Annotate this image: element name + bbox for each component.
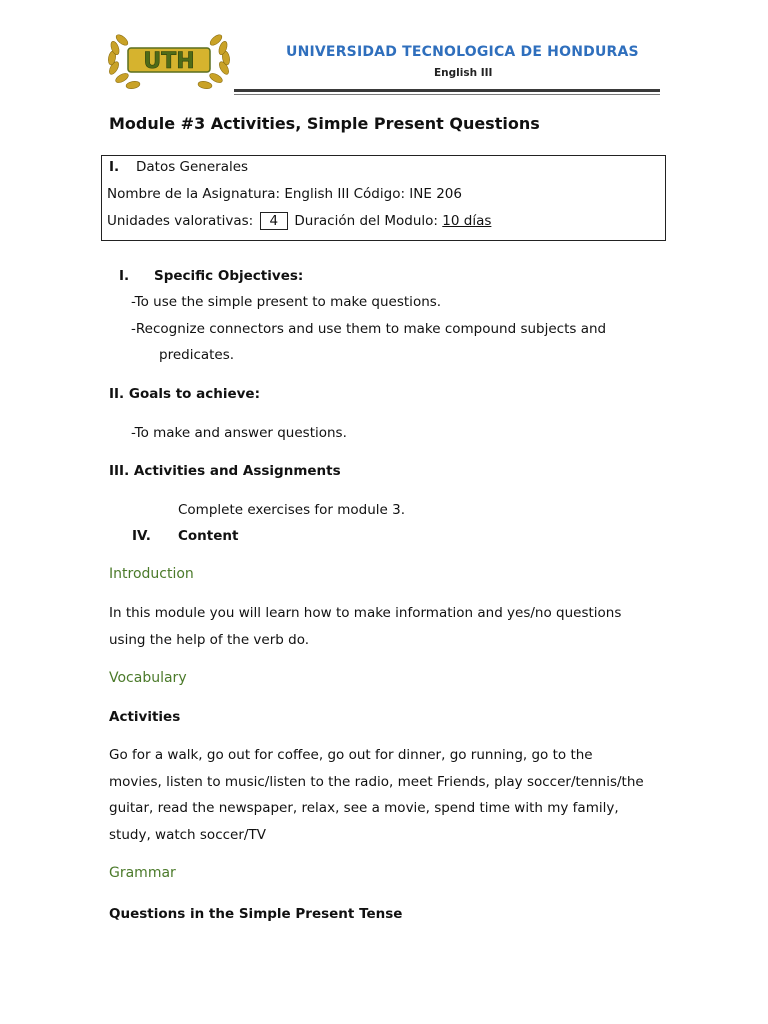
introduction-text: In this module you will learn how to make information and yes/no questions bbox=[109, 605, 622, 621]
vocabulary-text: movies, listen to music/listen to the radio, meet Friends, play soccer/tennis/the bbox=[109, 774, 644, 790]
content-heading: Content bbox=[178, 528, 239, 544]
goals-heading: II. Goals to achieve: bbox=[109, 386, 260, 402]
logo-text: UTH bbox=[143, 49, 195, 74]
vocabulary-text: Go for a walk, go out for coffee, go out for dinner, go running, go to the bbox=[109, 747, 593, 763]
activities-subheading: Activities bbox=[109, 709, 181, 725]
university-name: UNIVERSIDAD TECNOLOGICA DE HONDURAS bbox=[286, 44, 639, 60]
activities-heading: III. Activities and Assignments bbox=[109, 463, 341, 479]
uth-logo bbox=[102, 28, 236, 92]
vocabulary-heading: Vocabulary bbox=[109, 670, 187, 686]
units-value: 4 bbox=[260, 212, 289, 230]
module-title: Module #3 Activities, Simple Present Questions bbox=[109, 114, 540, 133]
introduction-heading: Introduction bbox=[109, 566, 194, 582]
general-heading: Datos Generales bbox=[136, 159, 249, 175]
course-line: Nombre de la Asignatura: English III Código: INE 206 bbox=[107, 186, 462, 202]
general-number: I. bbox=[109, 159, 120, 175]
objective-item-cont: predicates. bbox=[159, 347, 235, 363]
content-number: IV. bbox=[132, 528, 151, 544]
vocabulary-text: guitar, read the newspaper, relax, see a movie, spend time with my family, bbox=[109, 800, 619, 816]
objectives-number: I. bbox=[119, 268, 130, 284]
duration-label: Duración del Modulo: bbox=[294, 213, 438, 229]
subject-name: English III bbox=[434, 67, 493, 79]
header-rule bbox=[234, 89, 660, 92]
duration-value: 10 días bbox=[442, 213, 492, 229]
header-rule-thin bbox=[234, 94, 660, 95]
objectives-heading: Specific Objectives: bbox=[154, 268, 304, 284]
goal-item: -To make and answer questions. bbox=[131, 425, 347, 441]
grammar-heading: Grammar bbox=[109, 865, 176, 881]
activity-item: Complete exercises for module 3. bbox=[178, 502, 406, 518]
units-label: Unidades valorativas: bbox=[107, 213, 254, 229]
vocabulary-text: study, watch soccer/TV bbox=[109, 827, 266, 843]
introduction-text: using the help of the verb do. bbox=[109, 632, 310, 648]
objective-item: -To use the simple present to make questions. bbox=[131, 294, 442, 310]
grammar-subheading: Questions in the Simple Present Tense bbox=[109, 906, 403, 922]
units-line bbox=[107, 212, 491, 230]
objective-item: -Recognize connectors and use them to make compound subjects and bbox=[131, 321, 607, 337]
